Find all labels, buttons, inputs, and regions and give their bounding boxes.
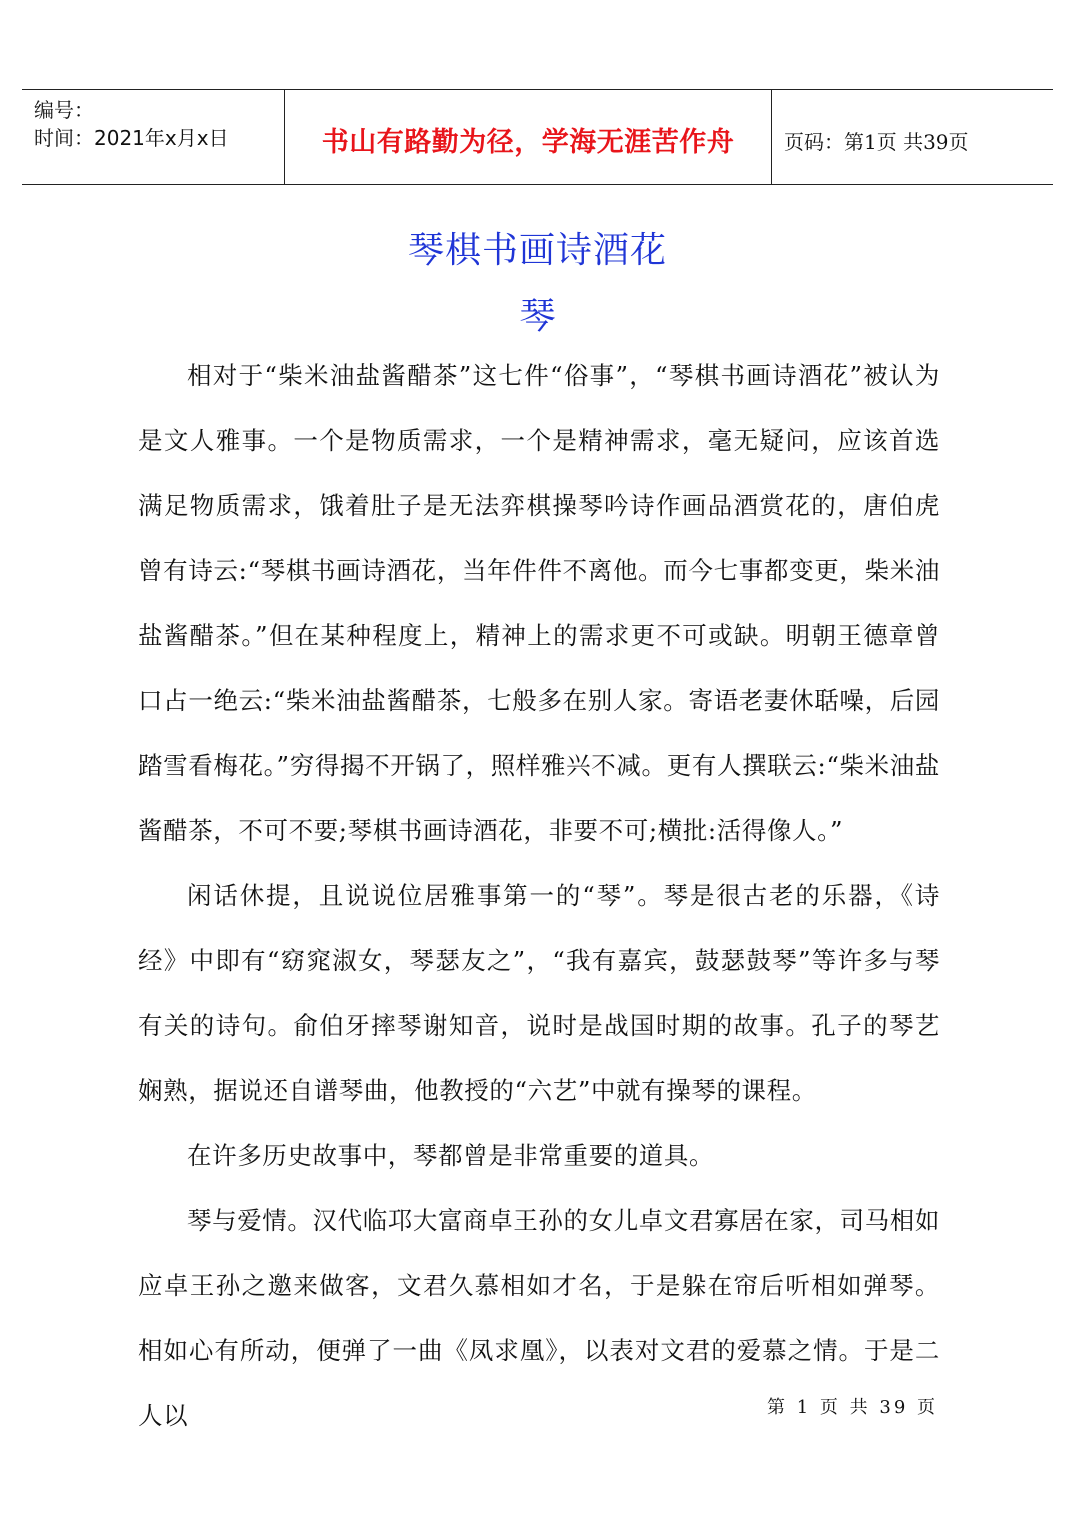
paragraph: 在许多历史故事中，琴都曾是非常重要的道具。 xyxy=(187,1141,715,1170)
header-motto: 书山有路勤为径，学海无涯苦作舟 xyxy=(321,127,735,158)
header-meta-cell xyxy=(22,90,285,184)
paragraph: 闲话休提，且说说位居雅事第一的“琴”。琴是很古老的乐器，《诗经》中即有“窈窕淑女，琴瑟友之”，“我有嘉宾，鼓瑟鼓琴”等许多与琴有关的诗句。俞伯牙摔琴谢知音，说时是战国时期的故事。孔子的琴艺娴熟，据说还自谱琴曲，他教授的“六艺”中就有操琴的课程。 xyxy=(138,881,940,1105)
page-footer: 第 1 页 共 39 页 xyxy=(767,1397,938,1418)
header-motto-cell xyxy=(285,90,772,184)
document-header xyxy=(22,89,1053,185)
document-time-label: 时间：2021年x月x日 xyxy=(34,126,229,150)
document-body xyxy=(138,343,940,1448)
document-number-label: 编号： xyxy=(34,98,94,122)
document-title: 琴棋书画诗酒花 xyxy=(407,230,667,271)
section-title: 琴 xyxy=(519,296,556,337)
paragraph: 相对于“柴米油盐酱醋茶”这七件“俗事”，“琴棋书画诗酒花”被认为是文人雅事。一个是物质需求，一个是精神需求，毫无疑问，应该首选满足物质需求，饿着肚子是无法弈棋操琴吟诗作画品酒赏花的，唐伯虎曾有诗云:“琴棋书画诗酒花，当年件件不离他。而今七事都变更，柴米油盐酱醋茶。”但在某种程度上，精神上的需求更不可或缺。明朝王德章曾口占一绝云:“柴米油盐酱醋茶，七般多在别人家。寄语老妻休聒噪，后园踏雪看梅花。”穷得揭不开锅了，照样雅兴不减。更有人撰联云:“柴米油盐酱醋茶，不可不要;琴棋书画诗酒花，非要不可;横批:活得像人。” xyxy=(138,361,940,845)
paragraph: 琴与爱情。汉代临邛大富商卓王孙的女儿卓文君寡居在家，司马相如应卓王孙之邀来做客，文君久慕相如才名，于是躲在帘后听相如弹琴。相如心有所动，便弹了一曲《凤求凰》，以表对文君的爱慕之情。于是二人以 xyxy=(138,1206,940,1430)
header-page-cell xyxy=(772,90,1053,184)
header-page-info: 页码：第1页 共39页 xyxy=(784,130,969,154)
